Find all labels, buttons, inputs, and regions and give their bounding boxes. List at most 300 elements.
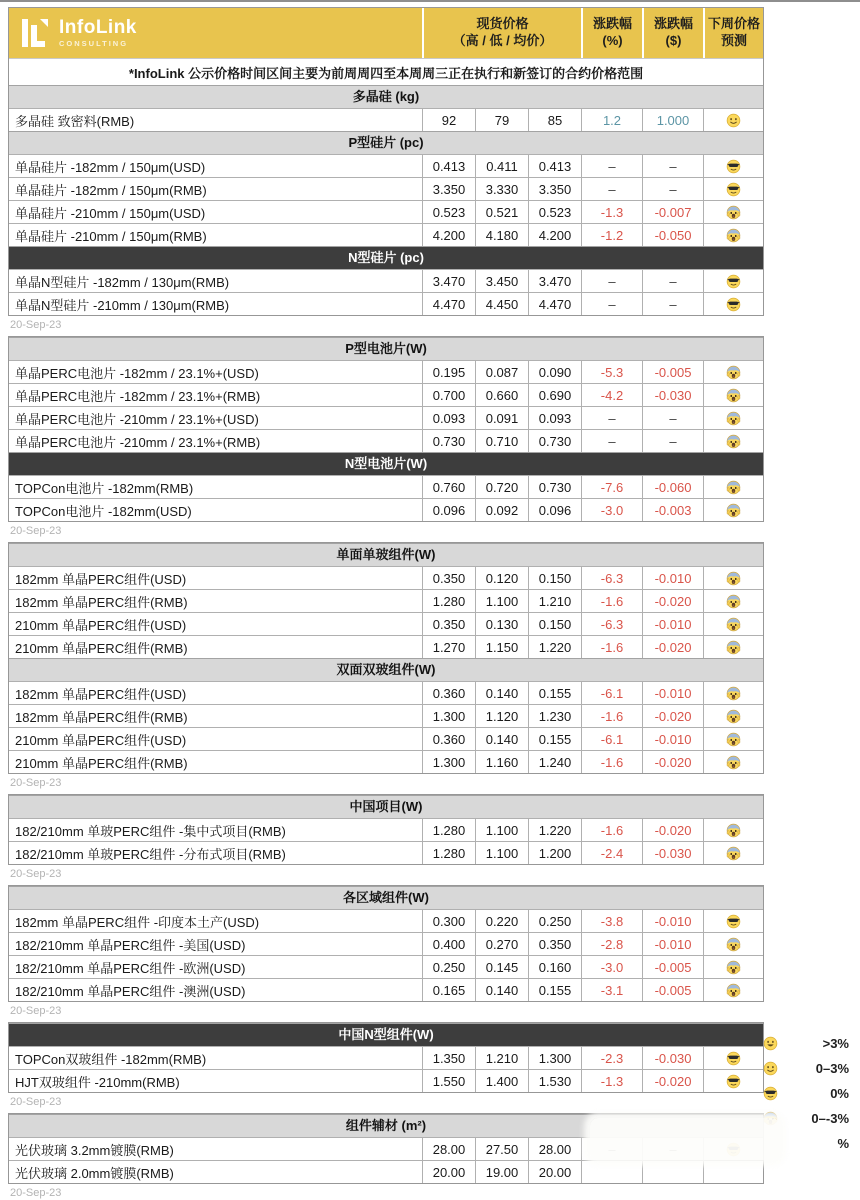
change-pct: -3.1 (581, 979, 642, 1001)
product-name: 单晶PERC电池片 -182mm / 23.1%+(RMB) (15, 388, 261, 404)
table-row (9, 154, 763, 177)
product-name: 单晶硅片 -182mm / 150μm(RMB) (15, 182, 207, 198)
legend-emoji (763, 1061, 778, 1076)
change-usd: -0.010 (642, 933, 703, 955)
price-low: 3.330 (475, 178, 528, 200)
table-row (9, 841, 763, 864)
price-high: 0.165 (422, 979, 475, 1001)
price-high: 28.00 (422, 1138, 475, 1160)
sunglasses-emoji-icon (726, 182, 741, 197)
price-high: 0.700 (422, 384, 475, 406)
legend-label: >3% (822, 1036, 849, 1051)
price-high: 92 (422, 109, 475, 131)
section-header: 中国N型组件(W) (9, 1023, 763, 1046)
table-row (9, 1069, 763, 1092)
price-high: 1.280 (422, 819, 475, 841)
price-avg: 0.350 (528, 933, 581, 955)
table-row (9, 383, 763, 406)
legend-item (757, 1056, 853, 1081)
scream-emoji-icon (726, 411, 741, 426)
forecast-cell (703, 1070, 763, 1092)
product-name: 单晶硅片 -182mm / 150μm(USD) (15, 159, 206, 175)
scream-emoji-icon (726, 480, 741, 495)
table-row (9, 108, 763, 131)
forecast-cell (703, 178, 763, 200)
legend-label: % (837, 1136, 849, 1151)
price-avg: 4.470 (528, 293, 581, 315)
change-usd: -0.020 (642, 590, 703, 612)
price-low: 1.210 (475, 1047, 528, 1069)
table-row (9, 704, 763, 727)
change-usd: – (642, 155, 703, 177)
slight-smile-emoji-icon (763, 1061, 778, 1076)
table-masthead (9, 8, 763, 58)
price-high: 0.250 (422, 956, 475, 978)
forecast-cell (703, 728, 763, 750)
change-usd: 1.000 (642, 109, 703, 131)
price-avg: 0.150 (528, 613, 581, 635)
legend-label: 0–-3% (811, 1111, 849, 1126)
price-high: 1.300 (422, 751, 475, 773)
change-pct: – (581, 155, 642, 177)
change-usd: – (642, 293, 703, 315)
change-pct: -1.6 (581, 751, 642, 773)
scream-emoji-icon (726, 937, 741, 952)
scream-emoji-icon (726, 709, 741, 724)
product-name: 光伏玻璃 2.0mm镀膜(RMB) (15, 1165, 174, 1181)
change-pct: -4.2 (581, 384, 642, 406)
product-name: 单晶N型硅片 -210mm / 130μm(RMB) (15, 297, 230, 313)
sunglasses-emoji-icon (726, 297, 741, 312)
table-row (9, 269, 763, 292)
table-row (9, 223, 763, 246)
price-low: 3.450 (475, 270, 528, 292)
forecast-cell (703, 636, 763, 658)
change-pct: – (581, 293, 642, 315)
forecast-cell (703, 933, 763, 955)
section-header: P型电池片(W) (9, 337, 763, 360)
legend-emoji (763, 1036, 778, 1051)
date-stamp: 20-Sep-23 (10, 1005, 62, 1017)
table-row (9, 360, 763, 383)
price-high: 0.350 (422, 613, 475, 635)
forecast-cell (703, 590, 763, 612)
price-high: 0.093 (422, 407, 475, 429)
product-name: 210mm 单晶PERC组件(USD) (15, 732, 187, 748)
brand-subtitle: CONSULTING (59, 39, 129, 49)
price-avg: 3.350 (528, 178, 581, 200)
table-block (8, 1022, 764, 1093)
forecast-cell (703, 1047, 763, 1069)
change-usd: -0.010 (642, 910, 703, 932)
product-name: 182mm 单晶PERC组件(RMB) (15, 594, 188, 610)
legend-item (757, 1031, 853, 1056)
section-header: N型硅片 (pc) (9, 246, 763, 269)
change-usd: – (642, 178, 703, 200)
scream-emoji-icon (726, 205, 741, 220)
change-usd: -0.005 (642, 979, 703, 1001)
change-pct: – (581, 407, 642, 429)
sunglasses-emoji-icon (726, 1074, 741, 1089)
price-high: 4.470 (422, 293, 475, 315)
price-avg: 0.090 (528, 361, 581, 383)
product-name: 210mm 单晶PERC组件(RMB) (15, 640, 188, 656)
table-row (9, 818, 763, 841)
product-name: 182/210mm 单晶PERC组件 -澳洲(USD) (15, 983, 246, 999)
table-row (9, 727, 763, 750)
price-high: 0.360 (422, 682, 475, 704)
legend-item (757, 1081, 853, 1106)
price-avg: 28.00 (528, 1138, 581, 1160)
spot-price-sublabel: （高 / 低 / 均价） (452, 33, 553, 48)
price-low: 4.450 (475, 293, 528, 315)
product-name: TOPCon电池片 -182mm(RMB) (15, 480, 194, 496)
table-row (9, 177, 763, 200)
table-row (9, 932, 763, 955)
date-stamp: 20-Sep-23 (10, 1096, 62, 1108)
price-avg: 0.250 (528, 910, 581, 932)
change-pct: -3.0 (581, 956, 642, 978)
sunglasses-emoji-icon (726, 159, 741, 174)
table-row (9, 635, 763, 658)
change-usd: -0.005 (642, 361, 703, 383)
smile-emoji-icon (763, 1036, 778, 1051)
watermark-wash (590, 1118, 780, 1160)
forecast-cell (703, 819, 763, 841)
price-high: 20.00 (422, 1161, 475, 1183)
price-low: 1.100 (475, 590, 528, 612)
price-low: 1.160 (475, 751, 528, 773)
scream-emoji-icon (726, 571, 741, 586)
price-low: 1.120 (475, 705, 528, 727)
table-row (9, 612, 763, 635)
price-avg: 1.210 (528, 590, 581, 612)
table-row (9, 1160, 763, 1183)
price-avg: 0.155 (528, 728, 581, 750)
forecast-cell (703, 682, 763, 704)
price-high: 0.730 (422, 430, 475, 452)
table-row (9, 292, 763, 315)
table-row (9, 589, 763, 612)
price-high: 0.350 (422, 567, 475, 589)
change-pct: -1.6 (581, 705, 642, 727)
forecast-cell (703, 842, 763, 864)
forecast-cell (703, 956, 763, 978)
change-pct-unit: (%) (602, 33, 623, 48)
change-usd: -0.060 (642, 476, 703, 498)
price-high: 4.200 (422, 224, 475, 246)
change-usd: -0.030 (642, 384, 703, 406)
table-row (9, 978, 763, 1001)
price-low: 0.220 (475, 910, 528, 932)
price-avg: 0.155 (528, 682, 581, 704)
column-header-change-usd (642, 8, 703, 58)
forecast-cell (703, 476, 763, 498)
change-usd: -0.005 (642, 956, 703, 978)
price-low: 1.150 (475, 636, 528, 658)
product-name: 182mm 单晶PERC组件 -印度本土产(USD) (15, 914, 260, 930)
column-header-forecast (703, 8, 763, 58)
change-pct: 1.2 (581, 109, 642, 131)
forecast-sublabel: 预测 (720, 33, 747, 48)
column-header-spot-price (422, 8, 581, 58)
price-low: 0.140 (475, 728, 528, 750)
table-block (8, 794, 764, 865)
forecast-cell (703, 201, 763, 223)
price-low: 0.710 (475, 430, 528, 452)
scream-emoji-icon (726, 388, 741, 403)
table-block (8, 336, 764, 522)
price-avg: 1.230 (528, 705, 581, 727)
change-usd: -0.010 (642, 682, 703, 704)
section-header: 组件辅材 (m²) (9, 1114, 763, 1137)
forecast-cell (703, 407, 763, 429)
scream-emoji-icon (726, 732, 741, 747)
forecast-cell (703, 613, 763, 635)
change-pct: -6.3 (581, 613, 642, 635)
infolink-logo-icon (21, 17, 51, 49)
price-low: 0.720 (475, 476, 528, 498)
price-high: 1.550 (422, 1070, 475, 1092)
price-low: 0.270 (475, 933, 528, 955)
forecast-cell (703, 293, 763, 315)
scream-emoji-icon (726, 594, 741, 609)
forecast-cell (703, 384, 763, 406)
forecast-cell (703, 910, 763, 932)
change-usd: -0.030 (642, 842, 703, 864)
scream-emoji-icon (726, 960, 741, 975)
price-low: 19.00 (475, 1161, 528, 1183)
table-row (9, 750, 763, 773)
change-usd: -0.007 (642, 201, 703, 223)
change-usd: -0.020 (642, 1070, 703, 1092)
product-name: HJT双玻组件 -210mm(RMB) (15, 1074, 180, 1090)
forecast-cell (703, 1161, 763, 1183)
price-avg: 1.220 (528, 636, 581, 658)
price-avg: 0.160 (528, 956, 581, 978)
table-row (9, 566, 763, 589)
change-usd: -0.020 (642, 705, 703, 727)
price-low: 79 (475, 109, 528, 131)
product-name: 210mm 单晶PERC组件(RMB) (15, 755, 188, 771)
table-block (8, 542, 764, 774)
table-row (9, 955, 763, 978)
change-usd: – (642, 430, 703, 452)
sunglasses-emoji-icon (726, 1051, 741, 1066)
price-low: 0.660 (475, 384, 528, 406)
change-usd: -0.030 (642, 1047, 703, 1069)
forecast-label: 下周价格 (707, 16, 760, 32)
scream-emoji-icon (726, 686, 741, 701)
price-avg: 1.220 (528, 819, 581, 841)
product-name: 单晶PERC电池片 -210mm / 23.1%+(USD) (15, 411, 259, 427)
scream-emoji-icon (726, 846, 741, 861)
price-avg: 1.300 (528, 1047, 581, 1069)
section-header: 单面单玻组件(W) (9, 543, 763, 566)
table-row (9, 200, 763, 223)
price-avg: 1.530 (528, 1070, 581, 1092)
product-name: TOPCon电池片 -182mm(USD) (15, 503, 192, 519)
price-high: 1.350 (422, 1047, 475, 1069)
price-avg: 0.096 (528, 499, 581, 521)
forecast-cell (703, 705, 763, 727)
price-high: 0.300 (422, 910, 475, 932)
product-name: 光伏玻璃 3.2mm镀膜(RMB) (15, 1142, 174, 1158)
change-usd: -0.010 (642, 728, 703, 750)
price-high: 1.270 (422, 636, 475, 658)
change-pct: -1.3 (581, 1070, 642, 1092)
price-low: 0.092 (475, 499, 528, 521)
change-usd (642, 1161, 703, 1183)
price-avg: 0.690 (528, 384, 581, 406)
price-high: 0.523 (422, 201, 475, 223)
price-avg: 3.470 (528, 270, 581, 292)
forecast-cell (703, 567, 763, 589)
change-usd: -0.010 (642, 567, 703, 589)
price-high: 0.360 (422, 728, 475, 750)
forecast-cell (703, 155, 763, 177)
brand-text (59, 18, 137, 48)
product-name: 182mm 单晶PERC组件(USD) (15, 571, 187, 587)
price-avg: 1.200 (528, 842, 581, 864)
date-stamp: 20-Sep-23 (10, 777, 62, 789)
table-row (9, 475, 763, 498)
change-pct: -2.4 (581, 842, 642, 864)
product-name: 单晶PERC电池片 -182mm / 23.1%+(USD) (15, 365, 259, 381)
price-high: 0.096 (422, 499, 475, 521)
price-low: 0.521 (475, 201, 528, 223)
product-name: 多晶硅 致密料(RMB) (15, 113, 135, 129)
price-low: 0.145 (475, 956, 528, 978)
change-pct (581, 1161, 642, 1183)
section-header: 多晶硅 (kg) (9, 85, 763, 108)
product-name: 182mm 单晶PERC组件(RMB) (15, 709, 188, 725)
table-block (8, 885, 764, 1002)
product-name: 单晶N型硅片 -182mm / 130μm(RMB) (15, 274, 230, 290)
price-avg: 0.730 (528, 430, 581, 452)
price-low: 4.180 (475, 224, 528, 246)
forecast-cell (703, 270, 763, 292)
slight-smile-emoji-icon (726, 113, 741, 128)
table-row (9, 429, 763, 452)
price-low: 27.50 (475, 1138, 528, 1160)
table-row (9, 1046, 763, 1069)
change-pct: -1.3 (581, 201, 642, 223)
table-row (9, 681, 763, 704)
scream-emoji-icon (726, 434, 741, 449)
change-usd-label: 涨跌幅 (653, 16, 693, 32)
price-high: 3.470 (422, 270, 475, 292)
price-avg: 85 (528, 109, 581, 131)
product-name: 182/210mm 单玻PERC组件 -集中式项目(RMB) (15, 823, 286, 839)
product-name: 182/210mm 单晶PERC组件 -美国(USD) (15, 937, 246, 953)
table-row (9, 498, 763, 521)
price-low: 0.411 (475, 155, 528, 177)
change-pct: -3.0 (581, 499, 642, 521)
change-usd: -0.020 (642, 636, 703, 658)
price-low: 0.140 (475, 682, 528, 704)
price-low: 0.120 (475, 567, 528, 589)
scream-emoji-icon (726, 503, 741, 518)
price-high: 1.300 (422, 705, 475, 727)
forecast-cell (703, 361, 763, 383)
pricing-period-note: *InfoLink 公示价格时间区间主要为前周周四至本周周三正在执行和新签订的合约价格范围 (9, 58, 763, 85)
section-header: 双面双玻组件(W) (9, 658, 763, 681)
product-name: 单晶PERC电池片 -210mm / 23.1%+(RMB) (15, 434, 261, 450)
spot-price-label: 现货价格 (476, 16, 529, 32)
price-high: 0.400 (422, 933, 475, 955)
change-pct: -6.1 (581, 728, 642, 750)
product-name: TOPCon双玻组件 -182mm(RMB) (15, 1051, 207, 1067)
section-header: 中国项目(W) (9, 795, 763, 818)
change-pct: -3.8 (581, 910, 642, 932)
change-pct: -7.6 (581, 476, 642, 498)
scream-emoji-icon (726, 228, 741, 243)
change-usd: -0.050 (642, 224, 703, 246)
date-stamp: 20-Sep-23 (10, 525, 62, 537)
scream-emoji-icon (726, 823, 741, 838)
change-usd-unit: ($) (665, 33, 682, 48)
price-avg: 4.200 (528, 224, 581, 246)
price-low: 0.091 (475, 407, 528, 429)
price-avg: 0.150 (528, 567, 581, 589)
product-name: 182/210mm 单玻PERC组件 -分布式项目(RMB) (15, 846, 286, 862)
price-avg: 0.413 (528, 155, 581, 177)
price-low: 0.087 (475, 361, 528, 383)
sunglasses-emoji-icon (763, 1086, 778, 1101)
forecast-cell (703, 751, 763, 773)
change-pct: -2.8 (581, 933, 642, 955)
section-header: N型电池片(W) (9, 452, 763, 475)
price-avg: 0.730 (528, 476, 581, 498)
price-tables (8, 7, 762, 1200)
legend-label: 0–3% (815, 1061, 849, 1076)
price-low: 1.100 (475, 842, 528, 864)
price-high: 1.280 (422, 590, 475, 612)
product-name: 单晶硅片 -210mm / 150μm(RMB) (15, 228, 207, 244)
forecast-cell (703, 430, 763, 452)
date-stamp: 20-Sep-23 (10, 1187, 62, 1199)
price-avg: 0.093 (528, 407, 581, 429)
change-usd: -0.003 (642, 499, 703, 521)
price-high: 0.413 (422, 155, 475, 177)
price-high: 0.760 (422, 476, 475, 498)
scream-emoji-icon (726, 617, 741, 632)
sunglasses-emoji-icon (726, 914, 741, 929)
change-pct: – (581, 178, 642, 200)
brand-area (9, 8, 422, 58)
price-high: 3.350 (422, 178, 475, 200)
forecast-cell (703, 499, 763, 521)
price-avg: 1.240 (528, 751, 581, 773)
change-usd: -0.010 (642, 613, 703, 635)
sunglasses-emoji-icon (726, 274, 741, 289)
product-name: 182mm 单晶PERC组件(USD) (15, 686, 187, 702)
change-pct: -6.1 (581, 682, 642, 704)
price-high: 1.280 (422, 842, 475, 864)
change-pct: – (581, 430, 642, 452)
change-pct: -2.3 (581, 1047, 642, 1069)
price-low: 0.130 (475, 613, 528, 635)
product-name: 182/210mm 单晶PERC组件 -欧洲(USD) (15, 960, 246, 976)
section-header: P型硅片 (pc) (9, 131, 763, 154)
price-avg: 0.155 (528, 979, 581, 1001)
change-pct-label: 涨跌幅 (592, 16, 632, 32)
product-name: 单晶硅片 -210mm / 150μm(USD) (15, 205, 206, 221)
price-avg: 0.523 (528, 201, 581, 223)
change-pct: -1.2 (581, 224, 642, 246)
change-pct: -1.6 (581, 819, 642, 841)
